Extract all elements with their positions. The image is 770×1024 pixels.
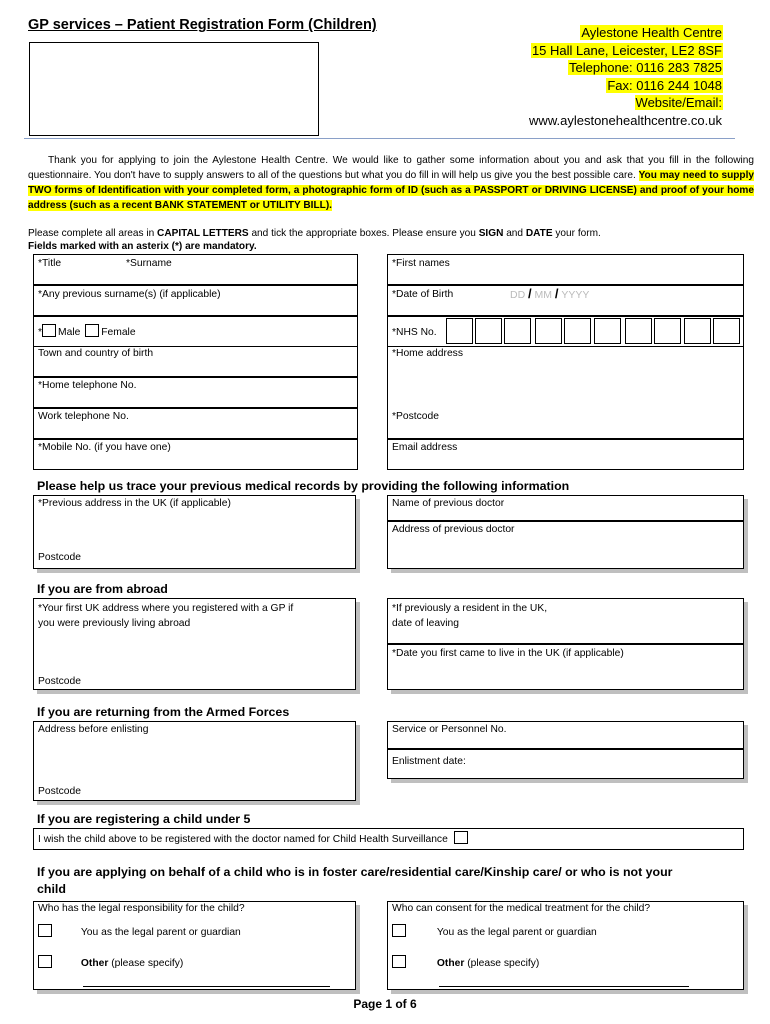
abroad-postcode-label: Postcode (38, 676, 81, 687)
nhs-digit-box[interactable] (594, 318, 621, 344)
legal-other-label: Other (80, 958, 109, 969)
email-label: Email address (392, 442, 458, 453)
gender-mandatory-star: * (38, 327, 43, 338)
date-of-leaving-label-line1: *If previously a resident in the UK, (392, 603, 548, 614)
dob-yyyy: YYYY (561, 289, 590, 301)
title-label: *Title (38, 258, 62, 269)
consent-other-specify: (please specify) (464, 958, 540, 969)
page-number: Page 1 of 6 (353, 997, 417, 1011)
date-of-leaving-label (392, 601, 547, 631)
male-checkbox[interactable] (42, 324, 56, 337)
date-of-birth-placeholder (510, 286, 589, 301)
legal-other-specify: (please specify) (108, 958, 184, 969)
nhs-digit-box[interactable] (446, 318, 473, 344)
practice-fax: Fax: 0116 244 1048 (607, 77, 722, 93)
nhs-number-label: *NHS No. (392, 327, 437, 338)
nhs-digit-box[interactable] (475, 318, 502, 344)
intro-text: Thank you for applying to join the Aylestone Health Centre. We would like to gather some information about you and ask that you fill in the following questionnaire. You don't have to supply answers to all of the questions but what you do fill in will help us give you the best possible care. (28, 155, 754, 181)
nhs-digit-box[interactable] (564, 318, 591, 344)
instructions-text-3: your form. (552, 228, 601, 239)
male-label: Male (58, 327, 81, 338)
date-came-to-uk-label: *Date you first came to live in the UK (if applicable) (392, 648, 624, 659)
previous-doctor-name-label: Name of previous doctor (392, 498, 505, 509)
intro-paragraph (28, 153, 754, 213)
instructions-caps: CAPITAL LETTERS (157, 228, 249, 239)
instructions-text: Please complete all areas in (28, 228, 158, 239)
surname-label: *Surname (126, 258, 172, 269)
consent-parent-checkbox[interactable] (392, 924, 406, 937)
mandatory-note: Fields marked with an asterix (*) are mandatory. (28, 241, 257, 252)
consent-parent-option (392, 924, 597, 938)
child-health-surveillance-label: I wish the child above to be registered with the doctor named for Child Health Surveillance (38, 834, 448, 845)
instructions-and: and (503, 228, 526, 239)
medical-consent-box (387, 901, 744, 990)
first-names-label: *First names (392, 258, 450, 269)
instructions-sign: SIGN (478, 228, 504, 239)
logo-placeholder-box (29, 42, 319, 136)
previous-doctor-address-label: Address of previous doctor (392, 524, 515, 535)
instructions-text-2: and tick the appropriate boxes. Please ensure you (248, 228, 479, 239)
medical-consent-question: Who can consent for the medical treatment for the child? (392, 903, 651, 914)
consent-other-label: Other (436, 958, 465, 969)
mobile-label: *Mobile No. (if you have one) (38, 442, 171, 453)
nhs-digit-box[interactable] (654, 318, 681, 344)
dob-dd: DD (510, 289, 526, 301)
dob-mm: MM (534, 289, 553, 301)
consent-other-specify-line[interactable] (439, 986, 689, 987)
practice-website-label: Website/Email: (635, 95, 722, 111)
abroad-heading: If you are from abroad (37, 582, 168, 596)
foster-care-heading-line1: If you are applying on behalf of a child who is in foster care/residential care/Kinship care/ or who is not your (37, 865, 673, 879)
consent-other-checkbox[interactable] (392, 955, 406, 968)
foster-care-heading-line2: child (37, 882, 66, 896)
date-of-birth-label: *Date of Birth (392, 289, 454, 300)
nhs-digit-box[interactable] (504, 318, 531, 344)
previous-address-label: *Previous address in the UK (if applicable) (38, 498, 231, 509)
gender-options (38, 324, 136, 338)
first-uk-address-label-line2: you were previously living abroad (38, 618, 191, 629)
legal-other-option (38, 955, 183, 969)
nhs-digit-box[interactable] (535, 318, 562, 344)
previous-surname-label: *Any previous surname(s) (if applicable) (38, 289, 221, 300)
female-label: Female (101, 327, 136, 338)
home-address-field[interactable] (387, 346, 744, 439)
instructions (28, 227, 601, 253)
practice-address (528, 24, 723, 130)
address-before-enlisting-label: Address before enlisting (38, 724, 149, 735)
first-uk-address-label (38, 601, 293, 631)
header-divider (24, 138, 735, 139)
previous-postcode-label: Postcode (38, 552, 81, 563)
instructions-date: DATE (525, 228, 553, 239)
legal-parent-option (38, 924, 241, 938)
nhs-digit-box[interactable] (684, 318, 711, 344)
child-health-surveillance-checkbox[interactable] (454, 831, 468, 844)
dob-slash: / (554, 286, 559, 301)
enlistment-date-label: Enlistment date: (392, 756, 466, 767)
foster-care-heading (37, 864, 673, 898)
legal-responsibility-question: Who has the legal responsibility for the child? (38, 903, 245, 914)
home-telephone-label: *Home telephone No. (38, 380, 137, 391)
child-health-surveillance-row (38, 831, 468, 845)
legal-responsibility-box (33, 901, 356, 990)
work-telephone-label: Work telephone No. (38, 411, 129, 422)
consent-parent-label: You as the legal parent or guardian (436, 927, 597, 938)
consent-other-option (392, 955, 539, 969)
nhs-digit-box[interactable] (625, 318, 652, 344)
practice-telephone: Telephone: 0116 283 7825 (568, 60, 722, 76)
previous-records-heading: Please help us trace your previous medical records by providing the following information (37, 479, 570, 493)
first-uk-address-label-line1: *Your first UK address where you registered with a GP if (38, 603, 294, 614)
armed-forces-heading: If you are returning from the Armed Forces (37, 705, 290, 719)
legal-parent-checkbox[interactable] (38, 924, 52, 937)
armed-postcode-label: Postcode (38, 786, 81, 797)
postcode-label: *Postcode (392, 411, 439, 422)
town-country-birth-label: Town and country of birth (38, 348, 154, 359)
date-of-leaving-label-line2: date of leaving (392, 618, 459, 629)
nhs-digit-box[interactable] (713, 318, 740, 344)
under-5-heading: If you are registering a child under 5 (37, 812, 251, 826)
id-requirement-note: You may need to supply TWO forms of Identification with your completed form, a photographic form of ID (such as a PASSPORT or DRIVING LICENSE) and proof of your home address (such as a recent BANK STATEMENT or UTILITY BILL). (28, 170, 754, 211)
practice-name: Aylestone Health Centre (581, 25, 722, 40)
female-checkbox[interactable] (85, 324, 99, 337)
dob-slash: / (528, 286, 532, 301)
legal-other-checkbox[interactable] (38, 955, 52, 968)
home-address-label: *Home address (392, 348, 463, 359)
practice-website[interactable]: www.aylestonehealthcentre.co.uk (529, 112, 722, 128)
service-number-label: Service or Personnel No. (392, 724, 507, 735)
title-surname-field[interactable] (33, 254, 358, 285)
legal-parent-label: You as the legal parent or guardian (80, 927, 241, 938)
practice-street: 15 Hall Lane, Leicester, LE2 8SF (531, 42, 722, 58)
page-title: GP services – Patient Registration Form (Children) (28, 17, 377, 33)
legal-other-specify-line[interactable] (83, 986, 330, 987)
